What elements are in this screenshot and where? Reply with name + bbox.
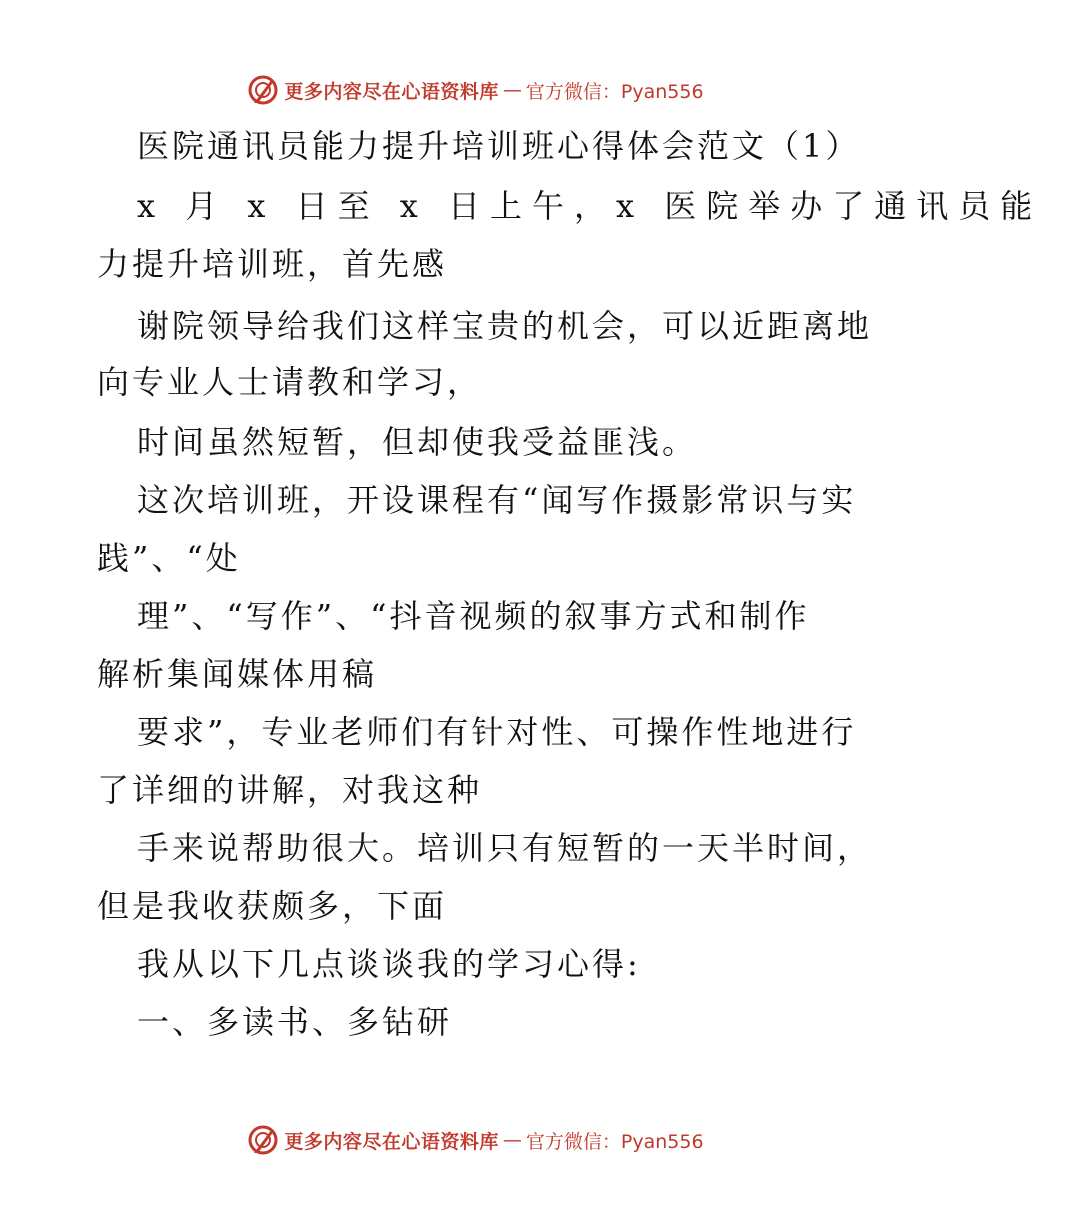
header-watermark — [0, 70, 950, 110]
paragraph-line: 了详细的讲解，对我这种 — [97, 771, 483, 809]
watermark-wechat-text: 官方微信：Pyan556 — [525, 1130, 704, 1153]
watermark-dash: — — [502, 1129, 522, 1151]
paragraph-line: 理”、“写作”、“抖音视频的叙事方式和制作 — [137, 597, 810, 635]
quill-logo-icon — [246, 1123, 280, 1157]
paragraph-line: 要求”，专业老师们有针对性、可操作性地进行 — [137, 713, 857, 751]
paragraph-line: 践”、“处 — [97, 539, 241, 577]
footer-watermark — [0, 1120, 950, 1160]
paragraph-line: 谢院领导给我们这样宝贵的机会，可以近距离地 — [137, 307, 873, 345]
paragraph-line: 这次培训班，开设课程有“闻写作摄影常识与实 — [137, 481, 857, 519]
paragraph-line: 向专业人士请教和学习， — [97, 363, 483, 401]
paragraph-line: 但是我收获颇多，下面 — [97, 887, 448, 925]
paragraph-line: 时间虽然短暂，但却使我受益匪浅。 — [137, 423, 698, 461]
watermark-brand-text: 更多内容尽在心语资料库 — [284, 1130, 499, 1153]
quill-logo-icon — [246, 73, 280, 107]
watermark-wechat-text: 官方微信：Pyan556 — [525, 80, 704, 103]
section-heading: 一、多读书、多钻研 — [137, 1003, 453, 1041]
watermark-brand-text: 更多内容尽在心语资料库 — [284, 80, 499, 103]
paragraph-line: 我从以下几点谈谈我的学习心得: — [137, 945, 641, 983]
paragraph-line: 解析集闻媒体用稿 — [97, 655, 378, 693]
paragraph-line: 手来说帮助很大。培训只有短暂的一天半时间， — [137, 829, 873, 867]
watermark-dash: — — [502, 79, 522, 101]
paragraph-line: x 月 x 日至 x 日上午，x 医院举办了通讯员能 — [137, 187, 1043, 225]
paragraph-line: 力提升培训班，首先感 — [97, 245, 448, 283]
document-title: 医院通讯员能力提升培训班心得体会范文（1） — [137, 127, 861, 165]
